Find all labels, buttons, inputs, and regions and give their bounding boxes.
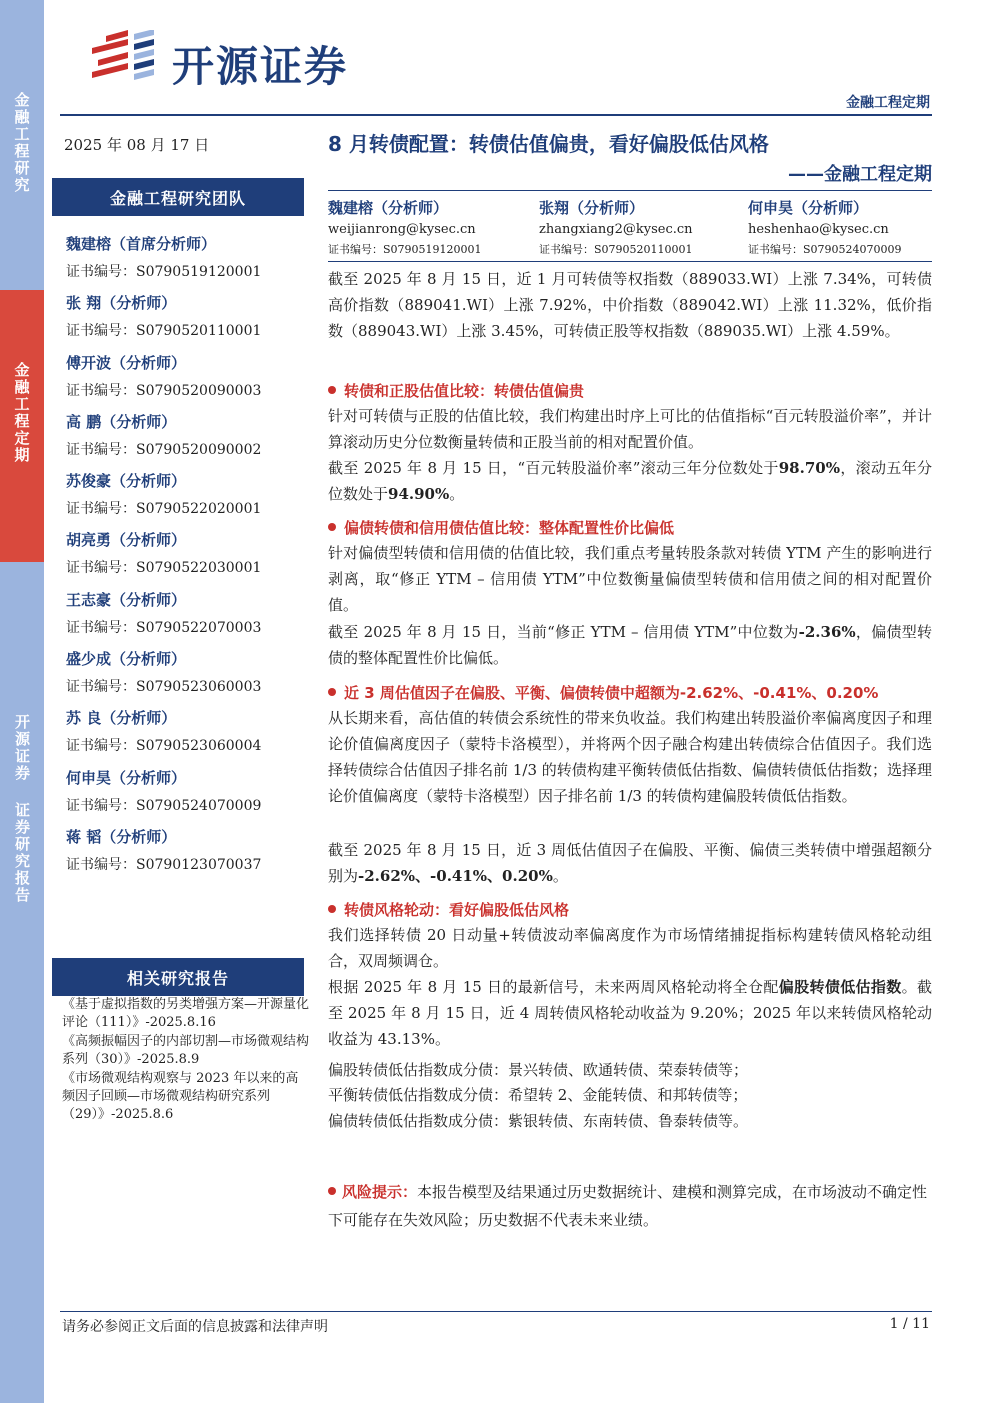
bullet-icon bbox=[328, 523, 336, 531]
team-member-name: 傅开波（分析师） bbox=[66, 353, 187, 372]
team-member-name: 何申昊（分析师） bbox=[66, 768, 187, 787]
text-run: 。 bbox=[449, 485, 465, 503]
highlight-value: -2.62%、-0.41%、0.20% bbox=[358, 867, 553, 885]
report-title: 8 月转债配置：转债估值偏贵，看好偏股低估风格 bbox=[328, 132, 769, 156]
team-member-cert: 证书编号：S0790524070009 bbox=[66, 797, 262, 814]
text-run: 截至 2025 年 8 月 15 日，当前“修正 YTM – 信用债 YTM”中位数为 bbox=[328, 623, 799, 641]
constituent-line: 偏债转债低估指数成分债：紫银转债、东南转债、鲁泰转债等。 bbox=[328, 1112, 749, 1130]
team-member-name: 胡亮勇（分析师） bbox=[66, 531, 187, 550]
text-run: ，偏债型转债的整体配置性价比偏低。 bbox=[328, 623, 932, 667]
text-run: 截至 2025 年 8 月 15 日，近 3 周低估值因子在偏股、平衡、偏债三类转债中增强超额分别为 bbox=[328, 841, 932, 885]
team-member-cert: 证书编号：S0790123070037 bbox=[66, 856, 262, 873]
team-member-name: 苏俊豪（分析师） bbox=[66, 472, 187, 491]
side-strip-bottom bbox=[0, 562, 44, 1403]
section-heading bbox=[328, 516, 932, 540]
team-member-cert: 证书编号：S0790523060004 bbox=[66, 738, 262, 755]
author-email[interactable]: weijianrong@kysec.cn bbox=[328, 222, 476, 237]
text-run: 根据 2025 年 8 月 15 日的最新信号，未来两周风格轮动将全仓配 bbox=[328, 978, 779, 996]
section-paragraph: 我们选择转债 20 日动量+转债波动率偏离度作为市场情绪捕捉指标构建转债风格轮动组合，双周频调仓。 bbox=[328, 926, 932, 970]
author-cert: 证书编号：S0790524070009 bbox=[748, 243, 902, 256]
section-paragraph bbox=[328, 974, 932, 1052]
side-strip bbox=[0, 0, 44, 1403]
risk-text: 本报告模型及结果通过历史数据统计、建模和测算完成，在市场波动不确定性下可能存在失效风险；历史数据不代表未来业绩。 bbox=[328, 1183, 928, 1229]
team-member bbox=[66, 410, 306, 469]
team-member bbox=[66, 766, 306, 825]
section-paragraph: 针对偏债型转债和信用债的估值比较，我们重点考量转股条款对转债 YTM 产生的影响进行剥离，取“修正 YTM – 信用债 YTM”中位数衡量偏债型转债和信用债之间的相对配置价值。 bbox=[328, 544, 932, 614]
related-report-link[interactable]: 《基于虚拟指数的另类增强方案—开源量化评论（111）》-2025.8.16 bbox=[62, 997, 310, 1031]
team-member-cert: 证书编号：S0790523060003 bbox=[66, 679, 262, 696]
section-heading-text: 转债和正股估值比较：转债估值偏贵 bbox=[344, 382, 585, 400]
team-title: 金融工程研究团队 bbox=[52, 178, 304, 216]
author-name: 何申昊（分析师） bbox=[748, 199, 869, 217]
section-heading bbox=[328, 379, 932, 403]
risk-notice bbox=[328, 1178, 932, 1234]
brand-name: 开源证券 bbox=[172, 42, 349, 91]
author-name: 张翔（分析师） bbox=[539, 199, 645, 217]
team-member-cert: 证书编号：S0790522020001 bbox=[66, 501, 262, 518]
highlight-value: -2.36% bbox=[798, 623, 856, 641]
related-report-link[interactable]: 《市场微观结构观察与 2023 年以来的高频因子回顾—市场微观结构研究系列（29）》-2025.8.6 bbox=[62, 1070, 299, 1123]
team-member-cert: 证书编号：S0790522030001 bbox=[66, 560, 262, 577]
text-run: 。截至 2025 年 8 月 15 日，近 4 周转债风格轮动收益为 9.20%；2025 年以来转债风格轮动收益为 43.13%。 bbox=[328, 978, 932, 1048]
side-strip-middle bbox=[0, 290, 44, 562]
related-title: 相关研究报告 bbox=[52, 958, 304, 996]
team-member bbox=[66, 706, 306, 765]
team-member-name: 苏 良（分析师） bbox=[66, 709, 177, 728]
team-member bbox=[66, 232, 306, 291]
bullet-icon bbox=[328, 688, 336, 696]
bullet-icon bbox=[328, 905, 336, 913]
page-number: 1 / 11 bbox=[889, 1316, 930, 1332]
section-heading-text: 近 3 周估值因子在偏股、平衡、偏债转债中超额为-2.62%、-0.41%、0.20% bbox=[344, 684, 879, 702]
team-member bbox=[66, 825, 306, 884]
team-member-cert: 证书编号：S0790520090002 bbox=[66, 441, 262, 458]
author-card bbox=[748, 198, 902, 259]
author-cert: 证书编号：S0790520110001 bbox=[539, 243, 693, 256]
intro-paragraph: 截至 2025 年 8 月 15 日，近 1 月可转债等权指数（889033.WI）上涨 7.34%，可转债高价指数（889041.WI）上涨 7.92%，中价指数（889042.WI）上涨 11.32%，低价指数（889043.WI）上涨 3.45%，可转债正股等权指数（889035.WI）上涨 4.59%。 bbox=[328, 270, 932, 340]
bullet-icon bbox=[328, 1187, 336, 1195]
team-member-name: 蒋 韬（分析师） bbox=[66, 827, 177, 846]
side-strip-top-label: 金融工程研究 bbox=[12, 92, 31, 194]
risk-label: 风险提示： bbox=[342, 1183, 418, 1201]
side-strip-top bbox=[0, 0, 44, 290]
team-list bbox=[66, 232, 306, 884]
team-member bbox=[66, 588, 306, 647]
team-member-name: 张 翔（分析师） bbox=[66, 294, 177, 313]
team-member-cert: 证书编号：S0790520090003 bbox=[66, 382, 262, 399]
report-date: 2025 年 08 月 17 日 bbox=[64, 136, 210, 154]
section-heading-text: 偏债转债和信用债估值比较：整体配置性价比偏低 bbox=[344, 519, 675, 537]
team-member-name: 盛少成（分析师） bbox=[66, 650, 187, 669]
footer-divider bbox=[60, 1311, 932, 1312]
related-list bbox=[62, 996, 310, 1125]
highlight-value: 94.90% bbox=[388, 485, 450, 503]
author-email[interactable]: heshenhao@kysec.cn bbox=[748, 222, 889, 237]
section-paragraph bbox=[328, 455, 932, 507]
related-report-link[interactable]: 《高频振幅因子的内部切割—市场微观结构系列（30）》-2025.8.9 bbox=[62, 1033, 310, 1068]
team-member-cert: 证书编号：S0790519120001 bbox=[66, 264, 262, 280]
constituent-line: 偏股转债低估指数成分债：景兴转债、欧通转债、荣泰转债等； bbox=[328, 1061, 749, 1079]
author-cert: 证书编号：S0790519120001 bbox=[328, 243, 482, 256]
bullet-icon bbox=[328, 386, 336, 394]
section-heading bbox=[328, 898, 932, 922]
team-member bbox=[66, 469, 306, 528]
highlight-value: 偏股转债低估指数 bbox=[778, 978, 902, 996]
author-email[interactable]: zhangxiang2@kysec.cn bbox=[539, 222, 693, 237]
text-run: 截至 2025 年 8 月 15 日，“百元转股溢价率”滚动三年分位数处于 bbox=[328, 459, 779, 477]
text-run: ，滚动五年分位数处于 bbox=[328, 459, 932, 503]
authors-divider-bottom bbox=[328, 261, 932, 262]
section-paragraph bbox=[328, 837, 932, 889]
text-run: 。 bbox=[552, 867, 568, 885]
author-card bbox=[328, 198, 482, 259]
team-member-cert: 证书编号：S0790520110001 bbox=[66, 323, 262, 340]
header-divider bbox=[60, 114, 932, 116]
team-member bbox=[66, 528, 306, 587]
constituent-line: 平衡转债低估指数成分债：希望转 2、金能转债、和邦转债等； bbox=[328, 1086, 748, 1104]
team-member bbox=[66, 647, 306, 706]
team-member-name: 王志豪（分析师） bbox=[66, 590, 187, 609]
side-strip-middle-label: 金融工程定期 bbox=[12, 362, 31, 464]
report-subtitle: ——金融工程定期 bbox=[788, 164, 932, 185]
section-paragraph bbox=[328, 619, 932, 671]
team-member-name: 高 鹏（分析师） bbox=[66, 412, 177, 431]
section-heading-text: 转债风格轮动：看好偏股低估风格 bbox=[344, 901, 570, 919]
author-name: 魏建榕（分析师） bbox=[328, 199, 449, 217]
brand-logo-icon bbox=[88, 30, 156, 86]
highlight-value: 98.70% bbox=[778, 459, 840, 477]
team-member bbox=[66, 351, 306, 410]
footer-disclaimer: 请务必参阅正文后面的信息披露和法律声明 bbox=[62, 1319, 328, 1335]
team-member-name: 魏建榕（首席分析师） bbox=[66, 235, 217, 253]
header-category: 金融工程定期 bbox=[846, 95, 930, 111]
authors-divider-top bbox=[328, 190, 932, 191]
section-heading bbox=[328, 681, 932, 705]
team-member-cert: 证书编号：S0790522070003 bbox=[66, 619, 262, 636]
side-strip-bottom-label: 开源证券 证券研究报告 bbox=[13, 714, 31, 904]
brand-logo bbox=[88, 30, 378, 91]
team-member bbox=[66, 291, 306, 350]
author-card bbox=[539, 198, 693, 259]
section-paragraph: 从长期来看，高估值的转债会系统性的带来负收益。我们构建出转股溢价率偏离度因子和理论价值偏离度因子（蒙特卡洛模型），并将两个因子融合构建出转债综合估值因子。我们选择转债综合估值因子排名前 1/3 的转债构建平衡转债低估指数、偏债转债低估指数；选择理论价值偏离度（蒙特卡洛模型）因子排名前 1/3 的转债构建偏股转债低估指数。 bbox=[328, 709, 932, 805]
section-paragraph: 针对可转债与正股的估值比较，我们构建出时序上可比的估值指标“百元转股溢价率”，并计算滚动历史分位数衡量转债和正股当前的相对配置价值。 bbox=[328, 407, 932, 451]
